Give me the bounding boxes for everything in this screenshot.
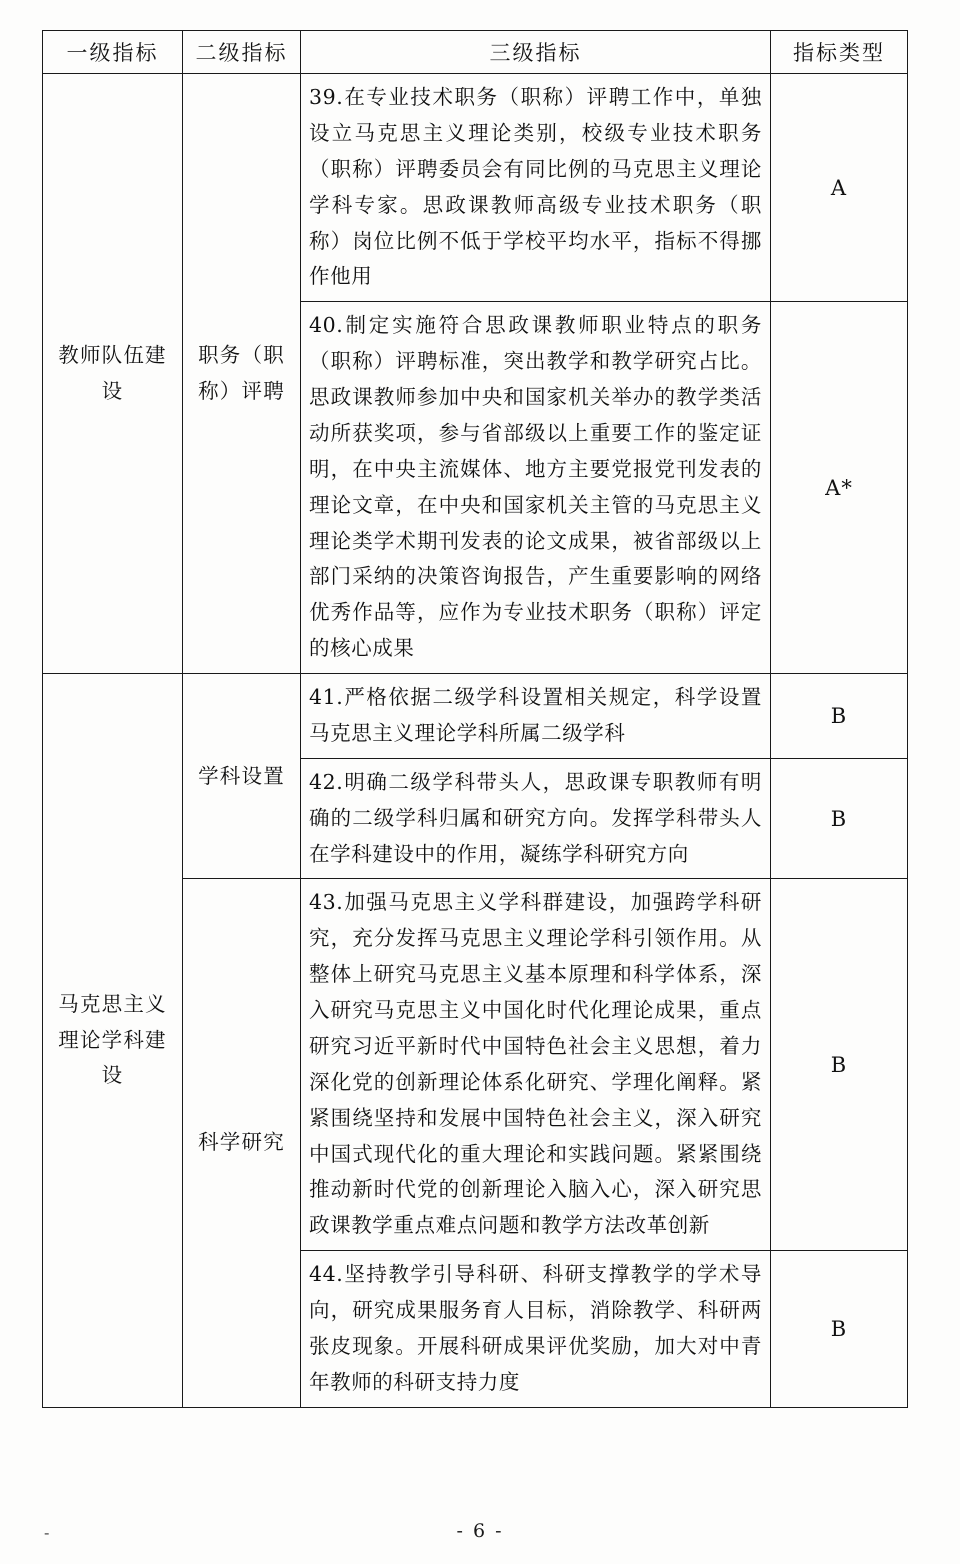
level3-cell: 41.严格依据二级学科设置相关规定，科学设置马克思主义理论学科所属二级学科 — [301, 674, 771, 759]
indicator-table — [42, 30, 908, 1408]
level3-cell: 40.制定实施符合思政课教师职业特点的职务（职称）评聘标准，突出教学和教学研究占比。思政课教师参加中央和国家机关举办的教学类活动所获奖项，参与省部级以上重要工作的鉴定证明，在中央主流媒体、地方主要党报党刊发表的理论文章，在中央和国家机关主管的马克思主义理论类学术期刊发表的论文成果，被省部级以上部门采纳的决策咨询报告，产生重要影响的网络优秀作品等，应作为专业技术职务（职称）评定的核心成果 — [301, 302, 771, 674]
type-cell: B — [771, 758, 908, 879]
level2-cell: 科学研究 — [183, 879, 301, 1407]
type-cell: B — [771, 1251, 908, 1408]
table-header-row — [43, 31, 908, 74]
type-cell: A* — [771, 302, 908, 674]
level1-cell: 马克思主义理论学科建设 — [43, 674, 183, 1408]
type-cell: B — [771, 674, 908, 759]
level2-cell: 职务（职称）评聘 — [183, 74, 301, 674]
level3-cell: 43.加强马克思主义学科群建设，加强跨学科研究，充分发挥马克思主义理论学科引领作用。从整体上研究马克思主义基本原理和科学体系，深入研究马克思主义中国化时代化理论成果，重点研究习近平新时代中国特色社会主义思想，着力深化党的创新理论体系化研究、学理化阐释。紧紧围绕坚持和发展中国特色社会主义，深入研究中国式现代化的重大理论和实践问题。紧紧围绕推动新时代党的创新理论入脑入心，深入研究思政课教学重点难点问题和教学方法改革创新 — [301, 879, 771, 1251]
type-cell: B — [771, 879, 908, 1251]
column-header-level2: 二级指标 — [183, 31, 301, 74]
level1-cell: 教师队伍建设 — [43, 74, 183, 674]
page-number: - 6 - — [456, 1520, 504, 1542]
table-row — [43, 674, 908, 759]
level3-cell: 42.明确二级学科带头人，思政课专职教师有明确的二级学科归属和研究方向。发挥学科带头人在学科建设中的作用，凝练学科研究方向 — [301, 758, 771, 879]
type-cell: A — [771, 74, 908, 302]
level3-cell: 39.在专业技术职务（职称）评聘工作中，单独设立马克思主义理论类别，校级专业技术职务（职称）评聘委员会有同比例的马克思主义理论学科专家。思政课教师高级专业技术职务（职称）岗位比例不低于学校平均水平，指标不得挪作他用 — [301, 74, 771, 302]
table-row — [43, 74, 908, 302]
column-header-level1: 一级指标 — [43, 31, 183, 74]
level3-cell: 44.坚持教学引导科研、科研支撑教学的学术导向，研究成果服务育人目标，消除教学、科研两张皮现象。开展科研成果评优奖励，加大对中青年教师的科研支持力度 — [301, 1251, 771, 1408]
level2-cell: 学科设置 — [183, 674, 301, 879]
column-header-type: 指标类型 — [771, 31, 908, 74]
page-left-mark: - — [44, 1523, 50, 1542]
column-header-level3: 三级指标 — [301, 31, 771, 74]
